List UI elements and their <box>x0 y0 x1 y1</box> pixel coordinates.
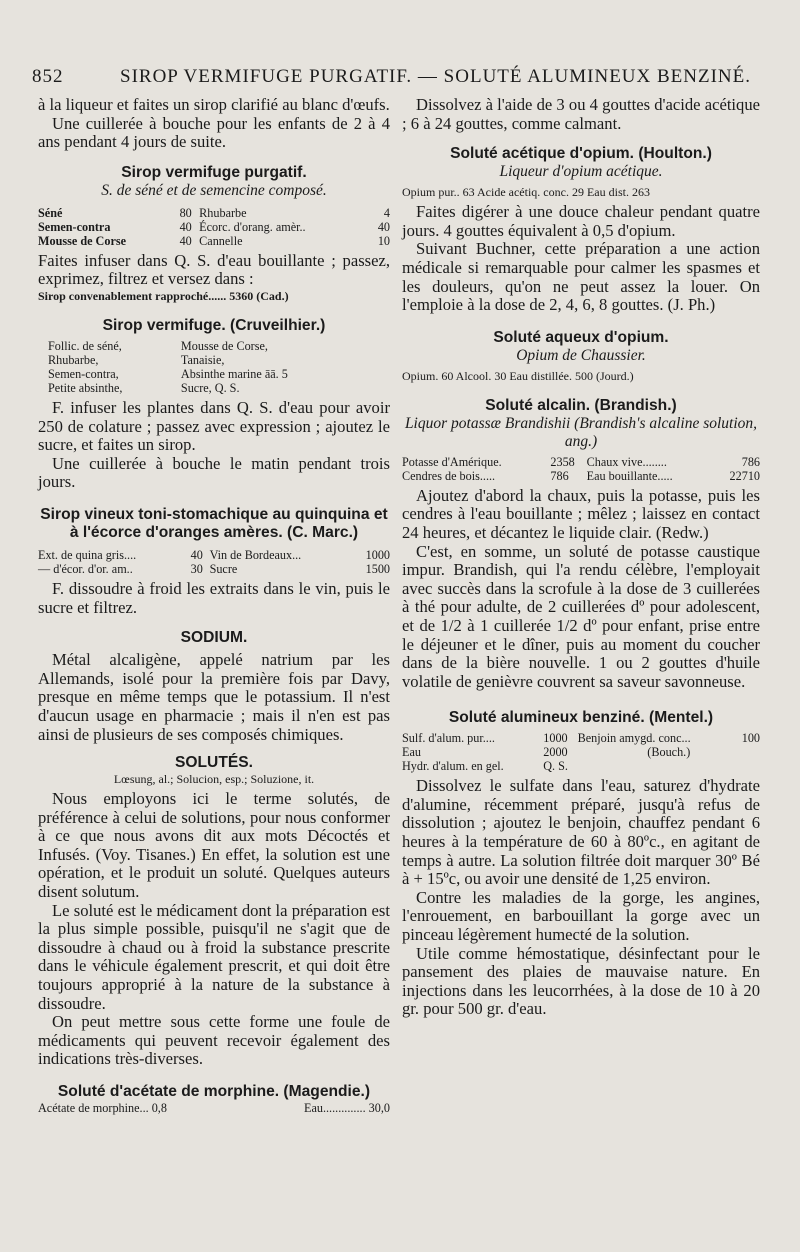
paragraph: Faites digérer à une douce chaleur pendant quatre jours. 4 gouttes équivalent à 0,5 d'opium. <box>402 202 760 240</box>
paragraph: F. infuser les plantes dans Q. S. d'eau pour avoir 250 de colature ; passez avec expression ; ajoutez le sucre, et faites un sirop. <box>38 397 390 455</box>
section-title: Sirop vineux toni-stomachique au quinquina et à l'écorce d'oranges amères. (C. Marc.) <box>40 505 388 541</box>
ingredient: — d'écor. d'or. am.. <box>38 561 133 576</box>
section-title: Soluté acétique d'opium. (Houlton.) <box>450 145 712 163</box>
page-header <box>32 66 760 92</box>
running-title: SIROP VERMIFUGE PURGATIF. — SOLUTÉ ALUMINEUX BENZINÉ. <box>120 66 751 87</box>
section-title: SOLUTÉS. <box>175 754 253 772</box>
quantity: 10 <box>377 233 390 248</box>
ingredient: Chaux vive........ <box>586 454 667 469</box>
ingredient-table <box>38 1101 390 1115</box>
table-row <box>48 367 372 381</box>
table-row <box>48 381 372 395</box>
table-row <box>48 353 372 367</box>
ingredient: Cannelle <box>199 233 243 248</box>
paragraph: Métal alcaligène, appelé natrium par les Allemands, isolé pour la première fois par Davy, presque en même temps que le potassium. Il n'est d'aucun usage en pharmacie ; mais il n'en est pas ainsi de plusieurs de ses composés chimiques. <box>38 650 390 744</box>
quantity: 786 <box>741 454 760 469</box>
ingredient: Écorc. d'orang. amèr.. <box>199 219 306 234</box>
ingredient: Eau bouillante..... <box>586 468 673 483</box>
formula-line: Opium. 60 Alcool. 30 Eau distillée. 500 (Jourd.) <box>402 368 634 383</box>
ingredient-table <box>402 731 760 773</box>
left-column <box>38 96 390 1115</box>
table-row <box>38 220 390 234</box>
table-row <box>402 731 760 745</box>
ingredient: Vin de Bordeaux... <box>209 547 302 562</box>
paragraph: Le soluté est le médicament dont la préparation est la plus simple possible, puisqu'il ne s'agit que de dissoudre à chaud ou à froid la substance prescrite dans le véhicule également prescrit, et qui doit être toujours approprié à la nature de la substance à dissoudre. <box>38 900 390 1013</box>
quantity: 1500 <box>365 561 390 576</box>
ingredient: Eau.............. 30,0 <box>304 1101 390 1115</box>
ingredient: Hydr. d'alum. en gel. <box>402 759 504 774</box>
quantity: 22710 <box>729 468 760 483</box>
paragraph: Une cuillerée à bouche pour les enfants de 2 à 4 ans pendant 4 jours de suite. <box>38 113 390 152</box>
formula-line: Sirop convenablement rapproché...... 5360 (Cad.) <box>38 288 289 303</box>
section-subtitle: Liquor potassæ Brandishii (Brandish's alcaline solution, ang.) <box>404 414 758 450</box>
ingredient: Petite absinthe, <box>48 380 123 395</box>
paragraph: C'est, en somme, un soluté de potasse caustique impur. Brandish, qui l'a rendu célèbre, l'employait avec succès dans la scrofule à la dose de 3 cuillerées à thé pour adulte, de 2 cuillerées dº pour adolescent, et de 1/2 à 1 cuillerée 1/2 dº pour enfant, prise entre le déjeuner et le dîner, puis au moment du coucher dans de la bière nouvelle. 1 ou 2 gouttes d'huile volatile de genièvre couvrent sa saveur savonneuse. <box>402 541 760 691</box>
quantity: 4 <box>383 205 390 220</box>
quantity: 80 <box>179 205 192 220</box>
ingredient: Ext. de quina gris.... <box>38 547 137 562</box>
section-subtitle: Liqueur d'opium acétique. <box>499 163 663 181</box>
section-title: Soluté aqueux d'opium. <box>493 328 669 346</box>
quantity: 100 <box>741 731 760 746</box>
paragraph: Dissolvez le sulfate dans l'eau, saturez d'hydrate d'alumine, récemment préparé, jusqu'à refus de dissolution ; ajoutez le benjoin, chauffez pendant 6 heures à la température de 60 à 80ºc., en agitant de temps à autre. La solution filtrée doit marquer 30º Bé à + 15ºc, ou avoir une densité de 1,25 environ. <box>402 776 760 889</box>
table-row <box>38 548 390 562</box>
table-row <box>402 759 760 773</box>
paragraph: Dissolvez à l'aide de 3 ou 4 gouttes d'acide acétique ; 6 à 24 gouttes, comme calmant. <box>402 95 760 133</box>
quantity: 786 <box>550 468 569 483</box>
quantity: 1000 <box>543 731 568 746</box>
paragraph: Utile comme hémostatique, désinfectant pour le pansement des plaies de mauvaise nature. En injections dans les leucorrhées, à la dose de 10 à 20 gr. pour 500 gr. d'eau. <box>402 943 760 1019</box>
synonyms-line: Lœsung, al.; Solucion, esp.; Soluzione, it. <box>113 772 315 787</box>
paragraph: Contre les maladies de la gorge, les angines, l'enrouement, en barbouillant la gorge avec un pinceau légèrement humecté de la solution. <box>402 887 760 945</box>
ingredient: Acétate de morphine... 0,8 <box>38 1101 167 1115</box>
quantity: 40 <box>377 219 390 234</box>
quantity: 40 <box>179 233 192 248</box>
table-row <box>38 562 390 576</box>
ingredient: Mousse de Corse <box>38 233 127 248</box>
section-subtitle: S. de séné et de semencine composé. <box>101 181 327 199</box>
quantity: 2000 <box>543 745 568 760</box>
section-title: Sirop vermifuge. (Cruveilhier.) <box>102 316 326 334</box>
paragraph: F. dissoudre à froid les extraits dans le vin, puis le sucre et filtrez. <box>38 578 390 617</box>
quantity: 2358 <box>550 454 575 469</box>
quantity: 30 <box>190 561 203 576</box>
right-column <box>402 96 760 1019</box>
paragraph: Suivant Buchner, cette préparation a une action médicale si remarquable pour calmer les spasmes et les douleurs, qu'on ne peut assez la louer. On l'emploie à la dose de 2, 4, 6, 8 gouttes. (J. Ph.) <box>402 239 760 315</box>
ingredient-table <box>402 455 760 483</box>
paragraph: Une cuillerée à bouche le matin pendant trois jours. <box>38 453 390 492</box>
ingredient: Absinthe marine āā. 5 <box>180 366 288 381</box>
ingredient: Semen-contra <box>38 219 111 234</box>
ingredient: Séné <box>38 205 63 220</box>
table-row <box>38 206 390 220</box>
quantity: Q. S. <box>543 759 568 774</box>
section-title: Soluté alumineux benziné. (Mentel.) <box>448 709 714 727</box>
paragraph: On peut mettre sous cette forme une foule de médicaments qui peuvent recevoir également des indications très-diverses. <box>38 1012 390 1069</box>
table-row <box>402 469 760 483</box>
ingredient: Sucre, Q. S. <box>180 380 240 395</box>
ingredient: Rhubarbe, <box>48 352 99 367</box>
quantity: 40 <box>179 219 192 234</box>
source-signature: (Bouch.) <box>647 745 691 760</box>
ingredient: Eau <box>402 745 421 760</box>
page-number: 852 <box>32 66 64 87</box>
ingredient-table <box>38 206 390 248</box>
section-title: Sirop vermifuge purgatif. <box>121 163 307 181</box>
section-subtitle: Opium de Chaussier. <box>516 346 646 364</box>
ingredient: Semen-contra, <box>48 366 119 381</box>
table-row <box>38 234 390 248</box>
paragraph: Ajoutez d'abord la chaux, puis la potasse, puis les cendres à l'eau bouillante ; mêlez ; laissez en contact 24 heures, et décantez le liquide clair. (Redw.) <box>402 485 760 542</box>
ingredient: Follic. de séné, <box>48 338 122 353</box>
ingredient: Cendres de bois..... <box>402 468 496 483</box>
table-row <box>402 745 760 759</box>
table-row <box>402 455 760 469</box>
table-row <box>48 339 372 353</box>
table-row <box>38 1101 390 1115</box>
formula-line: Opium pur.. 63 Acide acétiq. conc. 29 Eau dist. 263 <box>402 185 650 200</box>
ingredient-table <box>38 548 390 576</box>
ingredient: Potasse d'Amérique. <box>402 454 502 469</box>
ingredient: Tanaisie, <box>180 352 225 367</box>
quantity: 40 <box>190 547 203 562</box>
paragraph: Faites infuser dans Q. S. d'eau bouillante ; passez, exprimez, filtrez et versez dans : <box>38 250 390 289</box>
ingredient-table <box>48 339 372 395</box>
ingredient: Sulf. d'alum. pur.... <box>402 731 495 746</box>
ingredient: Mousse de Corse, <box>180 338 268 353</box>
ingredient: Rhubarbe <box>199 205 247 220</box>
section-title: Soluté d'acétate de morphine. (Magendie.) <box>57 1083 371 1100</box>
ingredient: Sucre <box>209 561 238 576</box>
section-title: SODIUM. <box>180 629 248 647</box>
quantity: 1000 <box>365 547 390 562</box>
ingredient: Benjoin amygd. conc... <box>577 731 691 746</box>
paragraph: à la liqueur et faites un sirop clarifié au blanc d'œufs. <box>38 95 390 114</box>
paragraph: Nous employons ici le terme solutés, de préférence à celui de solutions, pour nous conformer à ce que nous avons dit aux mots Décoctés et Infusés. (Voy. Tisanes.) En effet, la solution est une opération, et le produit un soluté. Quelques auteurs disent solutum. <box>38 789 390 902</box>
section-title: Soluté alcalin. (Brandish.) <box>485 396 677 414</box>
